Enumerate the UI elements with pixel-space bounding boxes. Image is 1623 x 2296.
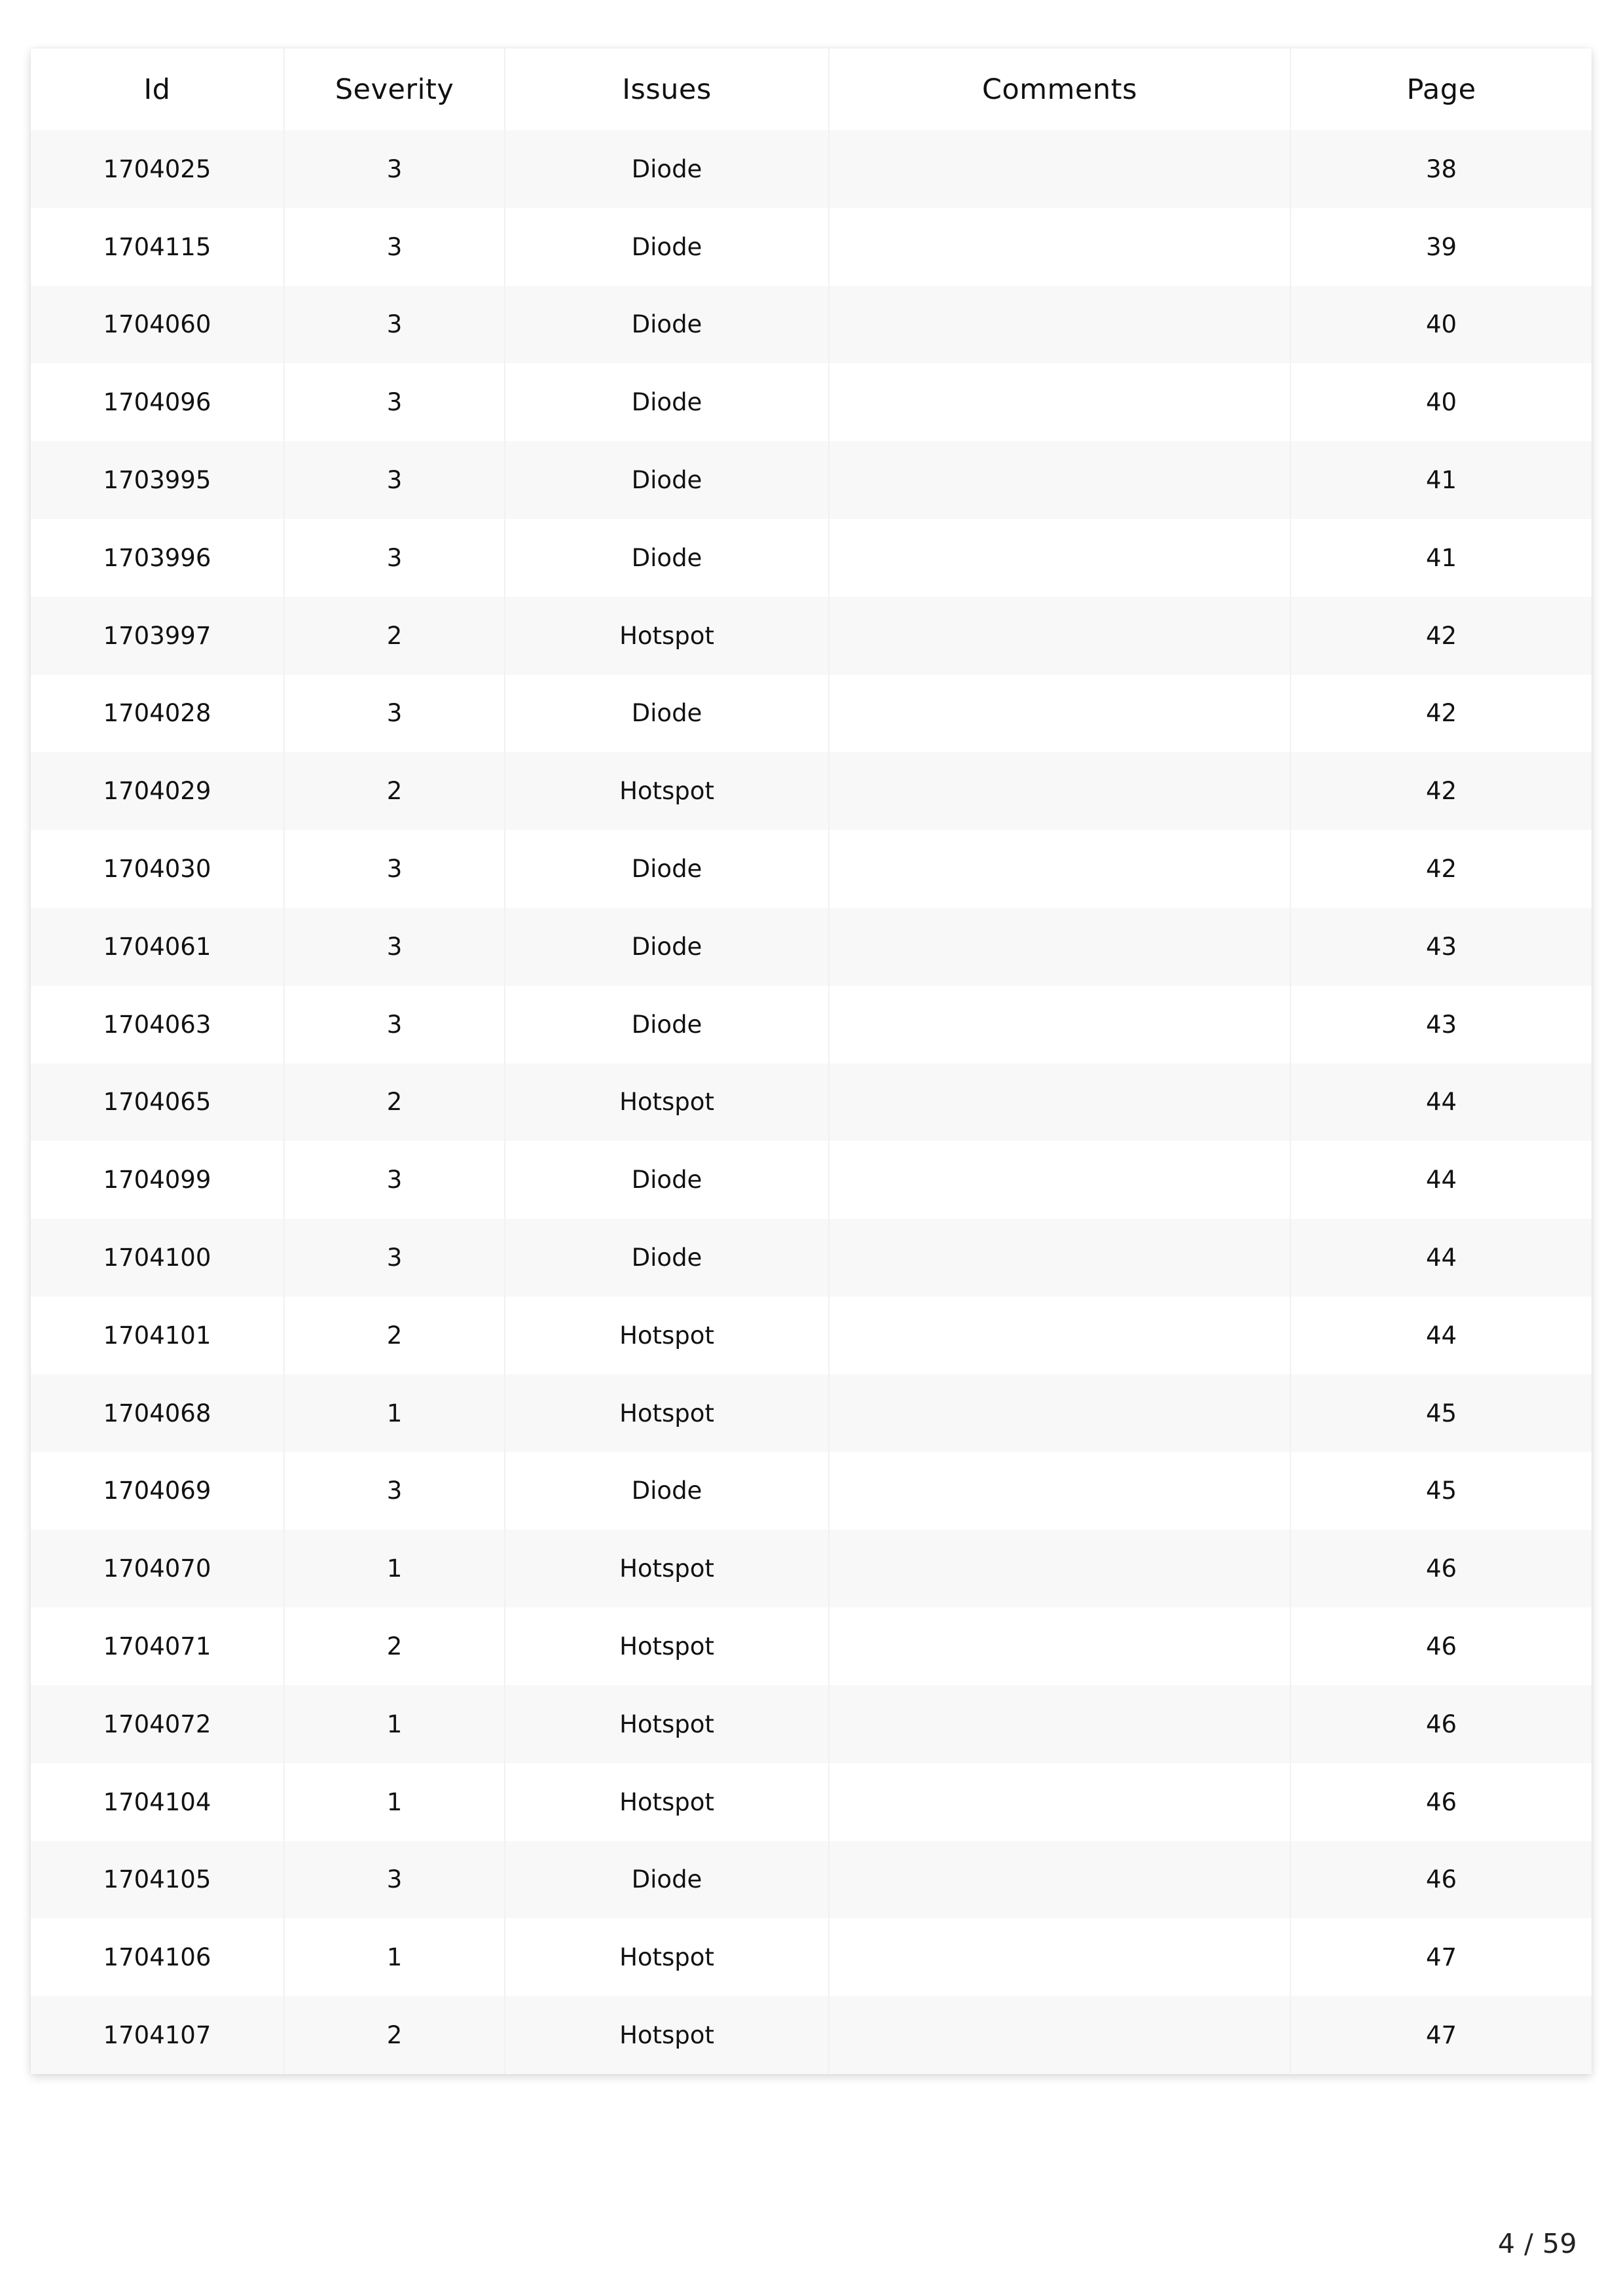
cell-issue: Diode — [505, 1219, 829, 1297]
cell-id: 1704065 — [31, 1064, 284, 1141]
table-row — [31, 1918, 1592, 1996]
cell-page: 44 — [1290, 1141, 1592, 1219]
cell-page: 40 — [1290, 286, 1592, 364]
cell-id: 1703996 — [31, 519, 284, 597]
cell-issue: Diode — [505, 1452, 829, 1530]
cell-issue: Diode — [505, 986, 829, 1064]
cell-issue: Diode — [505, 1141, 829, 1219]
table-row — [31, 1452, 1592, 1530]
cell-issue: Diode — [505, 441, 829, 519]
cell-severity: 3 — [284, 441, 505, 519]
cell-page: 47 — [1290, 1918, 1592, 1996]
cell-comment — [829, 1996, 1290, 2074]
cell-issue: Hotspot — [505, 1530, 829, 1607]
cell-page: 43 — [1290, 908, 1592, 986]
cell-severity: 3 — [284, 1141, 505, 1219]
cell-page: 41 — [1290, 441, 1592, 519]
cell-severity: 3 — [284, 1452, 505, 1530]
table-row — [31, 1297, 1592, 1374]
table-row — [31, 208, 1592, 286]
table-row — [31, 519, 1592, 597]
cell-id: 1704072 — [31, 1685, 284, 1763]
table-row — [31, 1685, 1592, 1763]
table-row — [31, 597, 1592, 675]
table-row — [31, 752, 1592, 830]
cell-id: 1704099 — [31, 1141, 284, 1219]
table-row — [31, 1996, 1592, 2074]
cell-comment — [829, 1141, 1290, 1219]
cell-comment — [829, 1763, 1290, 1841]
table-body — [31, 130, 1592, 2074]
table-row — [31, 908, 1592, 986]
table-row — [31, 1219, 1592, 1297]
cell-id: 1704069 — [31, 1452, 284, 1530]
cell-page: 47 — [1290, 1996, 1592, 2074]
table-row — [31, 1763, 1592, 1841]
cell-comment — [829, 1685, 1290, 1763]
header-row — [31, 48, 1592, 130]
cell-severity: 3 — [284, 1219, 505, 1297]
cell-page: 44 — [1290, 1064, 1592, 1141]
cell-page: 45 — [1290, 1374, 1592, 1452]
cell-comment — [829, 286, 1290, 364]
cell-severity: 1 — [284, 1685, 505, 1763]
cell-id: 1704096 — [31, 363, 284, 441]
cell-page: 46 — [1290, 1763, 1592, 1841]
cell-severity: 3 — [284, 1841, 505, 1919]
cell-issue: Hotspot — [505, 1297, 829, 1374]
table-row — [31, 1841, 1592, 1919]
table-row — [31, 286, 1592, 364]
table-header — [31, 48, 1592, 130]
table-row — [31, 1064, 1592, 1141]
cell-id: 1704063 — [31, 986, 284, 1064]
cell-comment — [829, 908, 1290, 986]
cell-severity: 3 — [284, 208, 505, 286]
cell-id: 1704029 — [31, 752, 284, 830]
cell-page: 39 — [1290, 208, 1592, 286]
cell-severity: 2 — [284, 1607, 505, 1685]
cell-id: 1704061 — [31, 908, 284, 986]
cell-page: 38 — [1290, 130, 1592, 208]
cell-id: 1704105 — [31, 1841, 284, 1919]
column-header-issues: Issues — [505, 48, 829, 130]
cell-id: 1704106 — [31, 1918, 284, 1996]
cell-comment — [829, 363, 1290, 441]
column-header-severity: Severity — [284, 48, 505, 130]
cell-page: 45 — [1290, 1452, 1592, 1530]
cell-severity: 3 — [284, 363, 505, 441]
cell-id: 1704025 — [31, 130, 284, 208]
cell-comment — [829, 1452, 1290, 1530]
cell-issue: Diode — [505, 519, 829, 597]
table-row — [31, 130, 1592, 208]
page-indicator: 4 / 59 — [1497, 2228, 1577, 2259]
cell-comment — [829, 441, 1290, 519]
cell-comment — [829, 830, 1290, 908]
cell-issue: Hotspot — [505, 1064, 829, 1141]
cell-issue: Hotspot — [505, 1607, 829, 1685]
cell-id: 1704070 — [31, 1530, 284, 1607]
cell-page: 44 — [1290, 1219, 1592, 1297]
cell-severity: 3 — [284, 286, 505, 364]
cell-issue: Hotspot — [505, 1763, 829, 1841]
cell-severity: 3 — [284, 986, 505, 1064]
cell-severity: 1 — [284, 1918, 505, 1996]
cell-severity: 1 — [284, 1530, 505, 1607]
cell-severity: 3 — [284, 830, 505, 908]
cell-comment — [829, 752, 1290, 830]
cell-issue: Diode — [505, 130, 829, 208]
cell-comment — [829, 519, 1290, 597]
cell-comment — [829, 597, 1290, 675]
cell-comment — [829, 675, 1290, 753]
cell-issue: Hotspot — [505, 752, 829, 830]
cell-severity: 2 — [284, 1297, 505, 1374]
table-row — [31, 675, 1592, 753]
cell-comment — [829, 1918, 1290, 1996]
column-header-comments: Comments — [829, 48, 1290, 130]
cell-id: 1704100 — [31, 1219, 284, 1297]
column-header-page: Page — [1290, 48, 1592, 130]
issues-table-card — [31, 48, 1592, 2074]
cell-comment — [829, 986, 1290, 1064]
table-row — [31, 441, 1592, 519]
cell-comment — [829, 1374, 1290, 1452]
cell-severity: 3 — [284, 675, 505, 753]
cell-severity: 3 — [284, 908, 505, 986]
cell-comment — [829, 1841, 1290, 1919]
cell-severity: 3 — [284, 130, 505, 208]
cell-id: 1704060 — [31, 286, 284, 364]
cell-issue: Diode — [505, 908, 829, 986]
cell-issue: Hotspot — [505, 597, 829, 675]
issues-table — [31, 48, 1592, 2074]
cell-comment — [829, 1064, 1290, 1141]
cell-issue: Diode — [505, 363, 829, 441]
column-header-id: Id — [143, 73, 171, 106]
cell-severity: 2 — [284, 1064, 505, 1141]
cell-id: 1704068 — [31, 1374, 284, 1452]
cell-id: 1704115 — [31, 208, 284, 286]
cell-issue: Diode — [505, 1841, 829, 1919]
cell-page: 41 — [1290, 519, 1592, 597]
cell-severity: 2 — [284, 597, 505, 675]
table-row — [31, 986, 1592, 1064]
cell-page: 46 — [1290, 1607, 1592, 1685]
cell-id: 1704028 — [31, 675, 284, 753]
cell-id: 1703997 — [31, 597, 284, 675]
cell-comment — [829, 1607, 1290, 1685]
cell-severity: 1 — [284, 1374, 505, 1452]
cell-id: 1703995 — [31, 441, 284, 519]
cell-severity: 1 — [284, 1763, 505, 1841]
cell-page: 42 — [1290, 752, 1592, 830]
cell-page: 42 — [1290, 675, 1592, 753]
cell-issue: Hotspot — [505, 1918, 829, 1996]
cell-issue: Diode — [505, 830, 829, 908]
cell-issue: Diode — [505, 286, 829, 364]
cell-issue: Diode — [505, 675, 829, 753]
cell-severity: 2 — [284, 1996, 505, 2074]
cell-id: 1704101 — [31, 1297, 284, 1374]
cell-id: 1704104 — [31, 1763, 284, 1841]
cell-id: 1704071 — [31, 1607, 284, 1685]
cell-severity: 2 — [284, 752, 505, 830]
cell-page: 44 — [1290, 1297, 1592, 1374]
cell-page: 42 — [1290, 597, 1592, 675]
cell-page: 43 — [1290, 986, 1592, 1064]
cell-issue: Hotspot — [505, 1996, 829, 2074]
cell-page: 40 — [1290, 363, 1592, 441]
cell-comment — [829, 208, 1290, 286]
table-row — [31, 363, 1592, 441]
table-row — [31, 830, 1592, 908]
cell-id: 1704030 — [31, 830, 284, 908]
table-row — [31, 1607, 1592, 1685]
cell-comment — [829, 1530, 1290, 1607]
cell-page: 46 — [1290, 1685, 1592, 1763]
cell-comment — [829, 1219, 1290, 1297]
cell-comment — [829, 1297, 1290, 1374]
cell-page: 46 — [1290, 1841, 1592, 1919]
cell-issue: Hotspot — [505, 1685, 829, 1763]
table-row — [31, 1530, 1592, 1607]
cell-issue: Diode — [505, 208, 829, 286]
table-row — [31, 1374, 1592, 1452]
table-row — [31, 1141, 1592, 1219]
cell-issue: Hotspot — [505, 1374, 829, 1452]
cell-page: 42 — [1290, 830, 1592, 908]
cell-page: 46 — [1290, 1530, 1592, 1607]
cell-id: 1704107 — [31, 1996, 284, 2074]
cell-comment — [829, 130, 1290, 208]
cell-severity: 3 — [284, 519, 505, 597]
